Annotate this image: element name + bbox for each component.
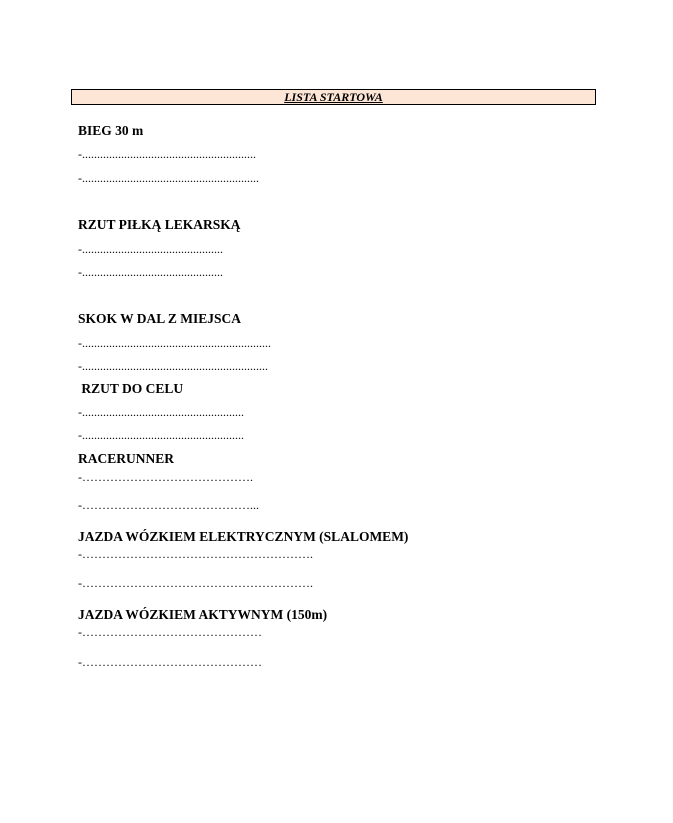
section-heading-jazda-elektryczny: JAZDA WÓZKIEM ELEKTRYCZNYM (SLALOMEM) bbox=[78, 529, 409, 544]
entry-line: -.............................................................. bbox=[78, 359, 268, 373]
start-list-title-box bbox=[71, 89, 596, 105]
section-heading-skok-w-dal: SKOK W DAL Z MIEJSCA bbox=[78, 311, 242, 326]
entry-line: -........................................................... bbox=[78, 171, 259, 185]
section-heading-jazda-aktywny: JAZDA WÓZKIEM AKTYWNYM (150m) bbox=[78, 607, 328, 622]
entry-line: -...................................................... bbox=[78, 405, 244, 419]
entry-line: -............................................... bbox=[78, 265, 223, 279]
entry-line: -…………………………………………………. bbox=[78, 547, 313, 561]
start-list-title: LISTA STARTOWA bbox=[284, 90, 383, 104]
entry-line: -............................................................... bbox=[78, 336, 271, 350]
entry-line: -……………………………………... bbox=[78, 498, 259, 512]
entry-line: -...................................................... bbox=[78, 428, 244, 442]
entry-line: -.......................................................... bbox=[78, 147, 256, 161]
entry-line: -……………………………………. bbox=[78, 470, 253, 484]
section-heading-rzut-do-celu: RZUT DO CELU bbox=[78, 381, 184, 396]
entry-line: -…………………………………………………. bbox=[78, 576, 313, 590]
entry-line: -……………………………………… bbox=[78, 625, 262, 639]
entry-line: -............................................... bbox=[78, 242, 223, 256]
entry-line: -……………………………………… bbox=[78, 655, 262, 669]
section-heading-rzut-pilka: RZUT PIŁKĄ LEKARSKĄ bbox=[78, 217, 241, 232]
section-heading-racerunner: RACERUNNER bbox=[78, 451, 175, 466]
section-heading-bieg-30m: BIEG 30 m bbox=[78, 123, 144, 138]
